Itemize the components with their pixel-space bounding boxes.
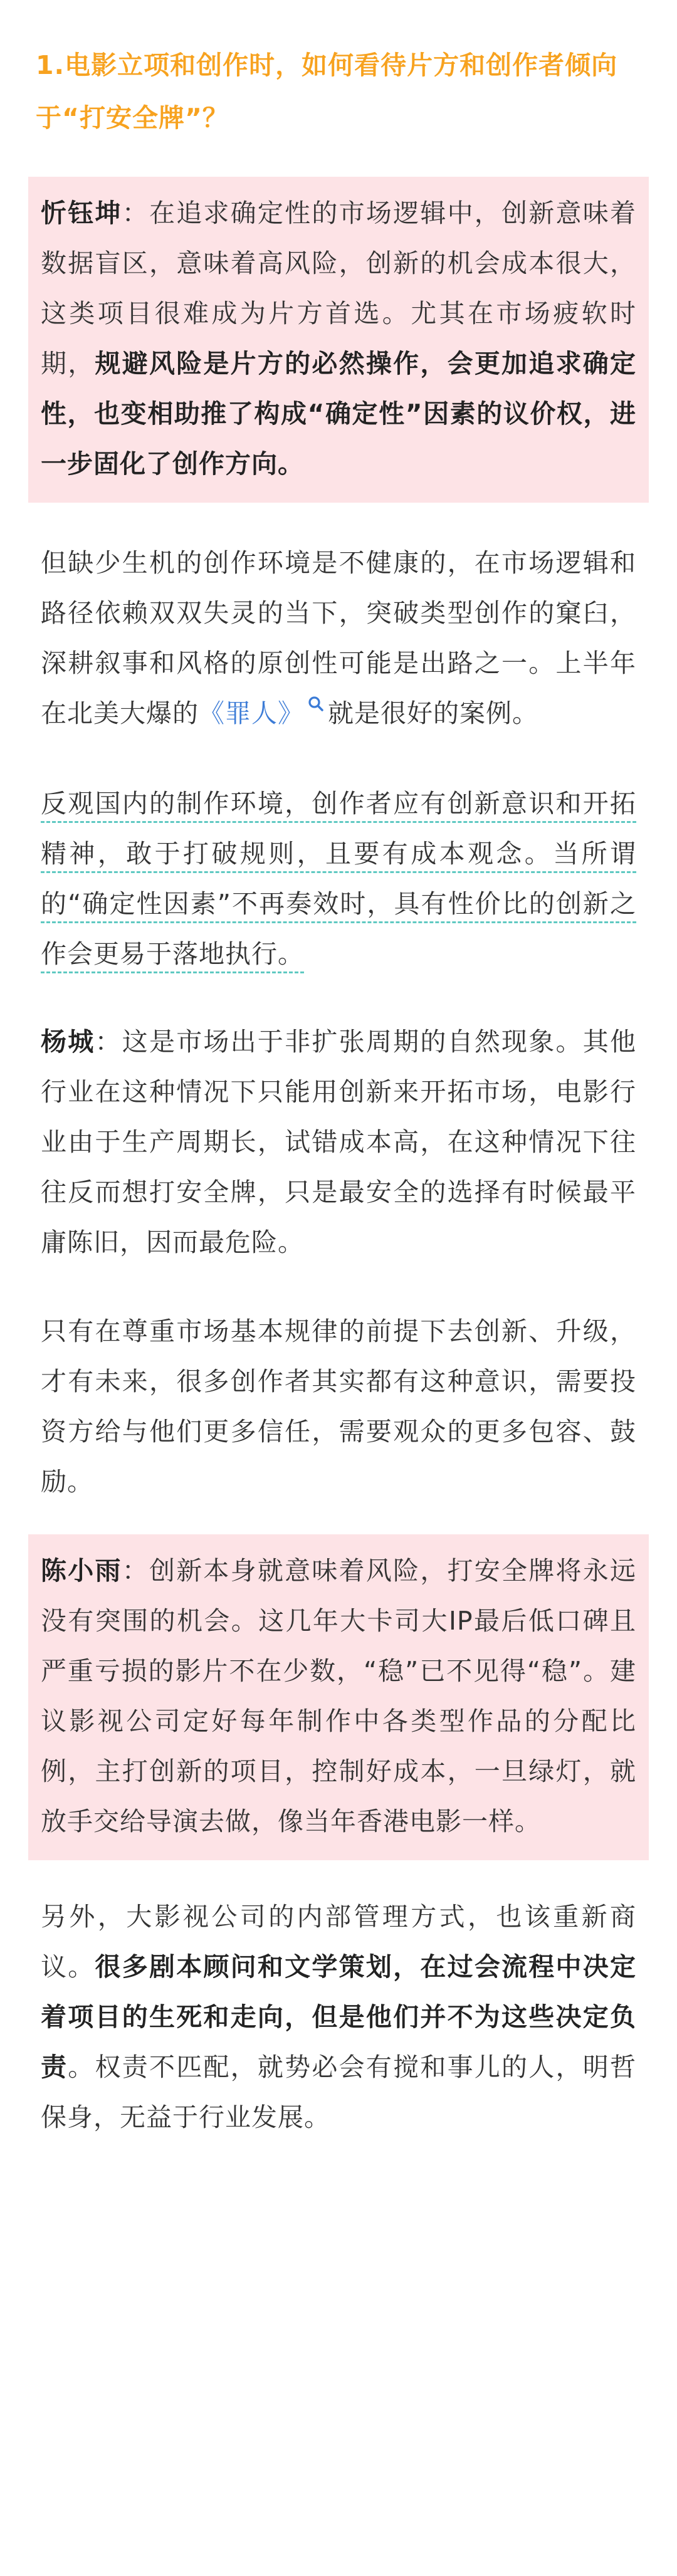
speaker-name: 陈小雨 [41, 1556, 122, 1586]
quote-block-chen-xiaoyu [28, 1534, 649, 1860]
emphasis-text: 很多剧本顾问和文学策划，在过会流程中决定着项目的生死和走向，但是他们并不为这些决定负责 [41, 1952, 637, 2082]
paragraph-text: 就是很好的案例。 [328, 698, 538, 728]
paragraph-text: 但缺少生机的创作环境是不健康的，在市场逻辑和路径依赖双双失灵的当下，突破类型创作的窠臼，深耕叙事和风格的原创性可能是出路之一。上半年在北美大爆的 [41, 548, 636, 728]
paragraph-text: ：创新本身就意味着风险，打安全牌将永远没有突围的机会。这几年大卡司大IP最后低口碑且严重亏损的影片不在少数，“稳”已不见得“稳”。建议影视公司定好每年制作中各类型作品的分配比例，主打创新的项目，控制好成本，一旦绿灯，就放手交给导演去做，像当年香港电影一样。 [41, 1556, 637, 1836]
movie-link-sinners[interactable]: 《罪人》 [199, 698, 304, 728]
paragraph-text: ：在追求确定性的市场逻辑中，创新意味着数据盲区，意味着高风险，创新的机会成本很大，这类项目很难成为片方首选。尤其在市场疲软时期， [41, 198, 637, 379]
quote-block-yang-cheng [28, 1017, 649, 1267]
paragraph-text: 另外，大影视公司的内部管理方式，也该重新商议。 [41, 1902, 636, 1982]
search-icon[interactable] [307, 694, 325, 713]
paragraph-text: 。权责不匹配，就势必会有搅和事儿的人，明哲保身，无益于行业发展。 [41, 2052, 637, 2132]
paragraph-text: 只有在尊重市场基本规律的前提下去创新、升级，才有未来，很多创作者其实都有这种意识，需要投资方给与他们更多信任，需要观众的更多包容、鼓励。 [41, 1316, 636, 1497]
speaker-name: 杨城 [41, 1027, 95, 1057]
speaker-name: 忻钰坤 [41, 198, 122, 228]
underlined-text: 反观国内的制作环境，创作者应有创新意识和开拓精神，敢于打破规则，且要有成本观念。当所谓的“确定性因素”不再奏效时，具有性价比的创新之作会更易于落地执行。 [41, 788, 636, 973]
paragraph-respect-market [28, 1306, 649, 1507]
paragraph-sinners [28, 538, 649, 738]
paragraph-management [28, 1892, 649, 2142]
paragraph-domestic [28, 778, 649, 979]
emphasis-text: 规避风险是片方的必然操作，会更加追求确定性，也变相助推了构成“确定性”因素的议价权，进一步固化了创作方向。 [41, 348, 637, 479]
section-heading: 1.电影立项和创作时，如何看待片方和创作者倾向于“打安全牌”？ [36, 50, 618, 133]
quote-block-xin-yukun [28, 177, 649, 503]
paragraph-text: ：这是市场出于非扩张周期的自然现象。其他行业在这种情况下只能用创新来开拓市场，电影行业由于生产周期长，试错成本高，在这种情况下往往反而想打安全牌，只是最安全的选择有时候最平庸陈旧，因而最危险。 [41, 1027, 637, 1257]
